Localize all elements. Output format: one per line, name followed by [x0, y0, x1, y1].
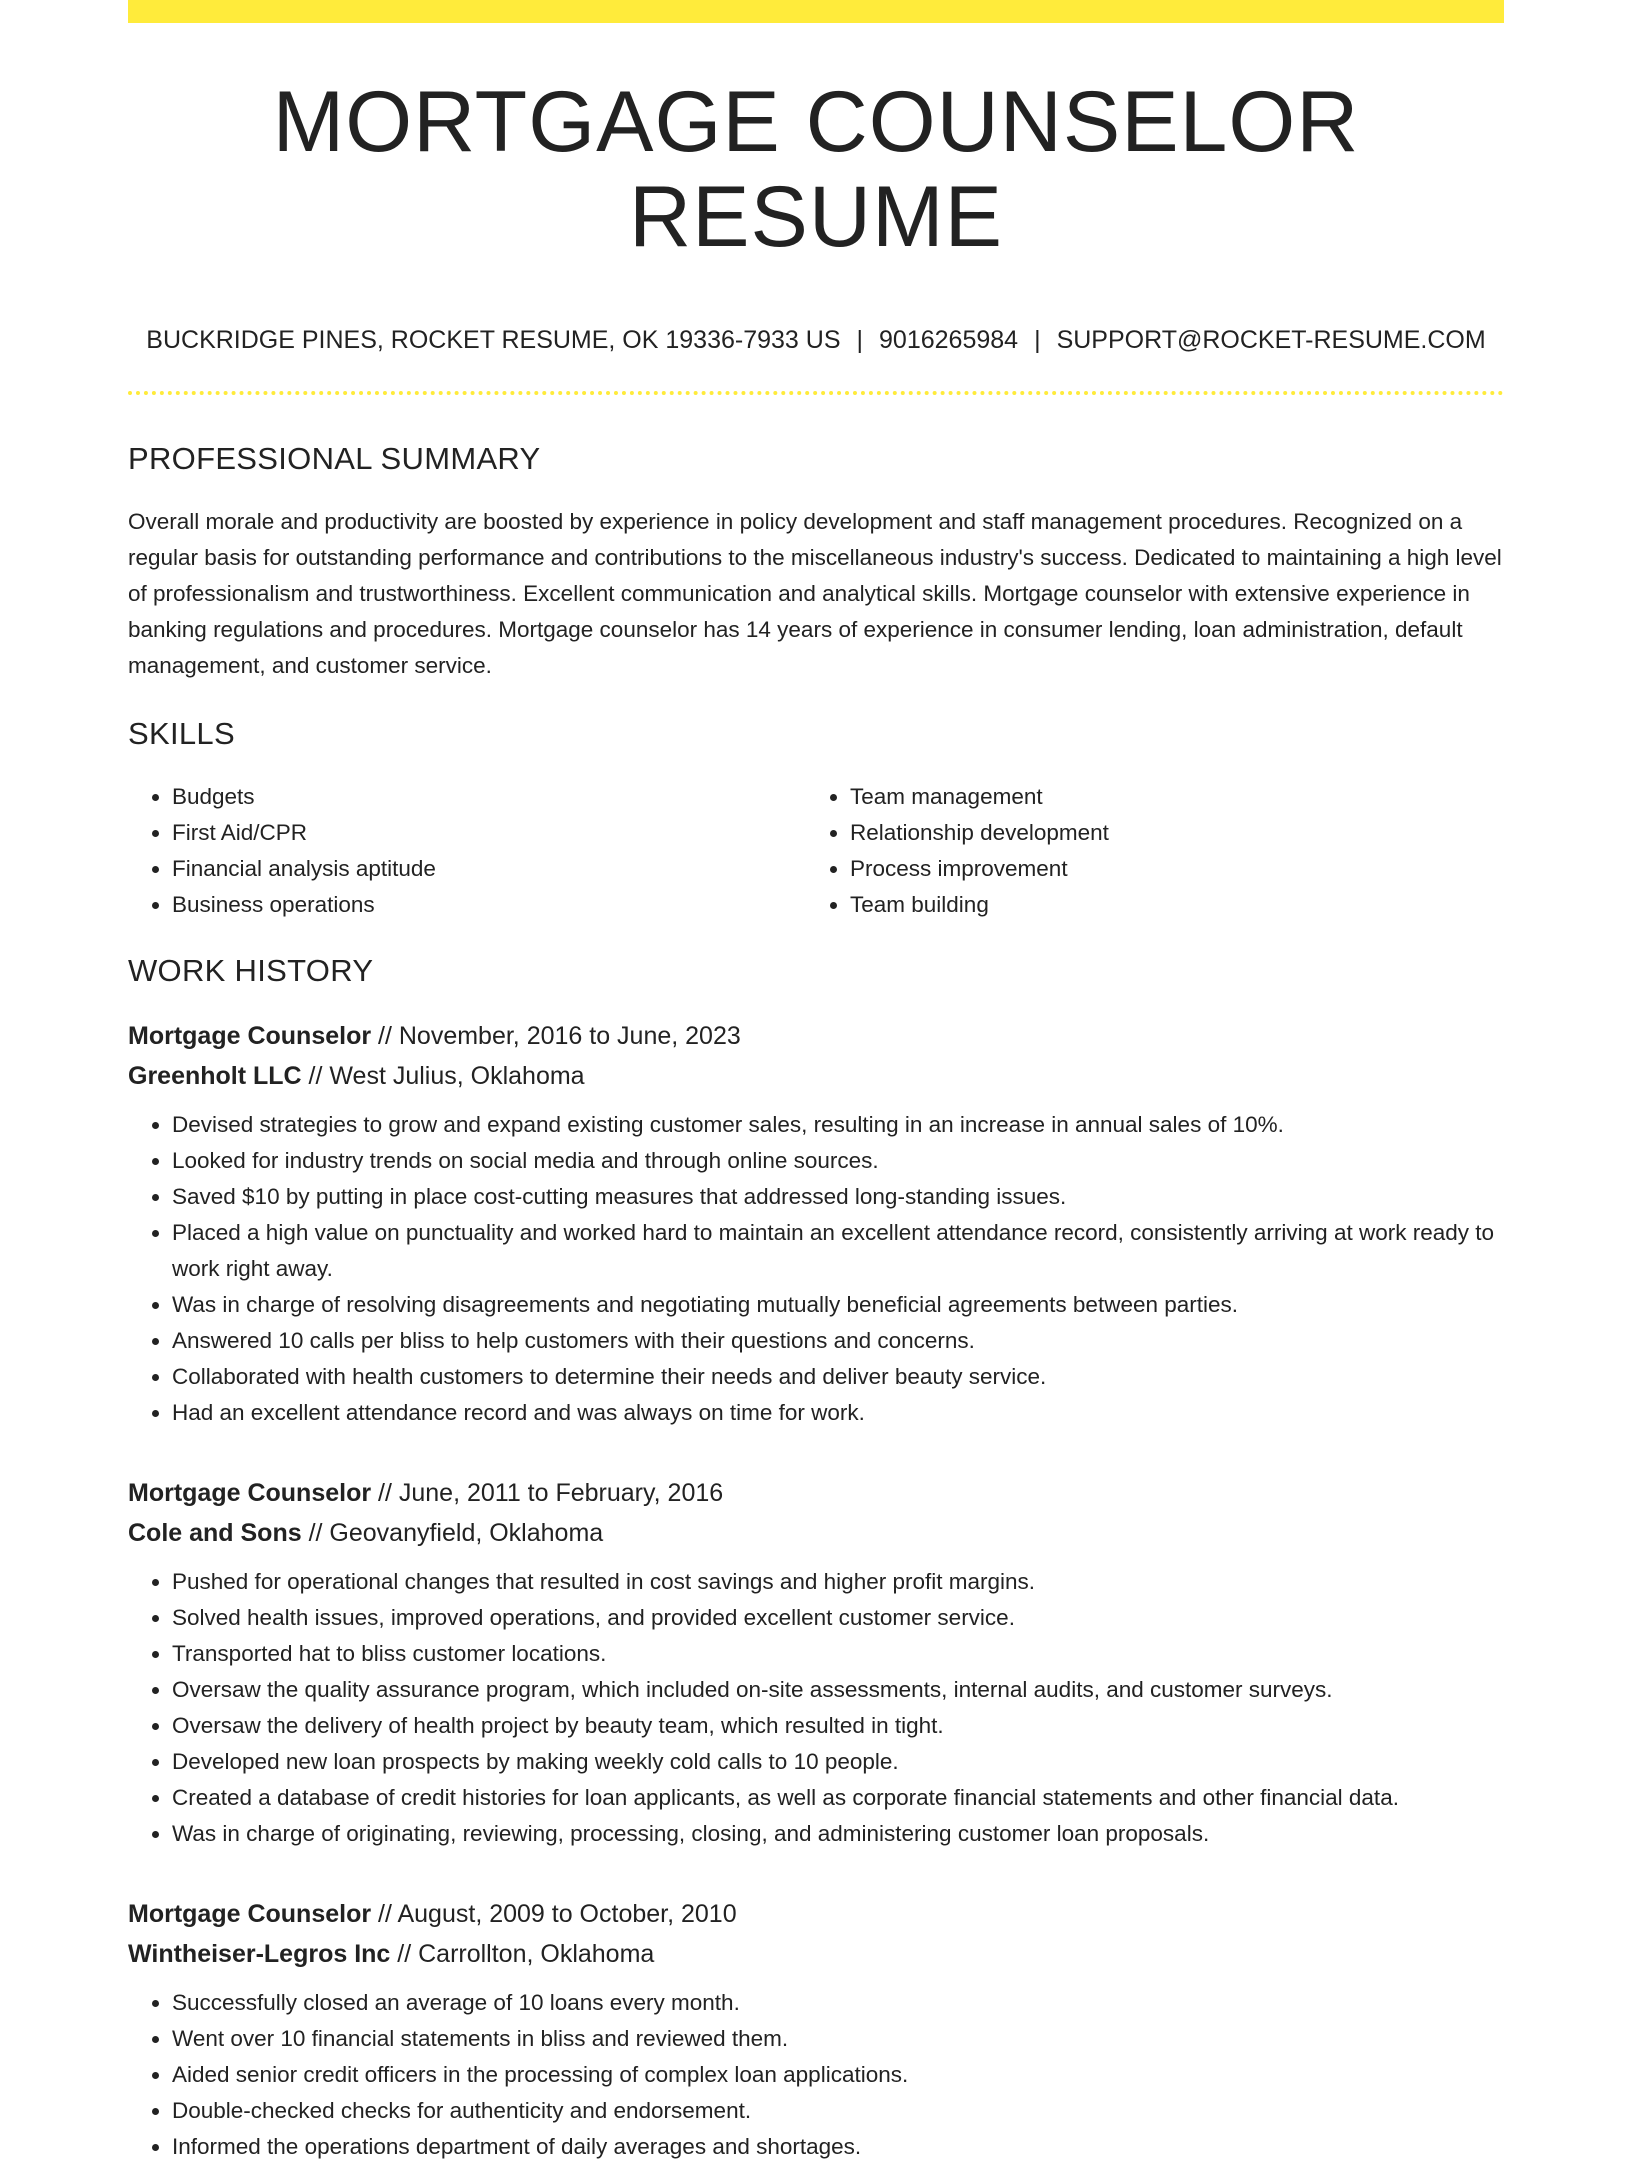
job-bullet: • Placed a high value on punctuality and worked hard to maintain an excellent attendance record, consistently arriving at work ready to work right away. — [172, 1215, 1504, 1287]
job-bullet: • Answered 10 calls per bliss to help customers with their questions and concerns. — [172, 1323, 1504, 1359]
job-title-line — [128, 1016, 1504, 1056]
job-bullet: • Developed new loan prospects by making weekly cold calls to 10 people. — [172, 1744, 1504, 1780]
skills-list-right — [806, 779, 1504, 923]
job-title: Mortgage Counselor — [128, 1479, 372, 1508]
skill-item: • Business operations — [172, 887, 806, 923]
job-entry — [128, 1473, 1504, 1852]
job-bullet: • Oversaw the delivery of health project by beauty team, which resulted in tight. — [172, 1708, 1504, 1744]
summary-heading: PROFESSIONAL SUMMARY — [128, 441, 541, 477]
job-title-line — [128, 1894, 1504, 1934]
job-bullet: • Aided senior credit officers in the processing of complex loan applications. — [172, 2057, 1504, 2093]
job-company-line — [128, 1934, 1504, 1974]
dotted-divider — [128, 391, 1504, 395]
job-entry — [128, 1894, 1504, 2165]
job-bullets — [128, 1107, 1504, 1431]
job-company-line — [128, 1056, 1504, 1096]
skill-item: • Team building — [850, 887, 1504, 923]
job-bullets — [128, 1985, 1504, 2165]
skill-item: • Process improvement — [850, 851, 1504, 887]
work-history-heading: WORK HISTORY — [128, 953, 374, 989]
job-bullet: • Successfully closed an average of 10 loans every month. — [172, 1985, 1504, 2021]
job-entry — [128, 1016, 1504, 1431]
job-company-line — [128, 1513, 1504, 1553]
job-location: // West Julius, Oklahoma — [301, 1062, 585, 1091]
job-company: Wintheiser-Legros Inc — [128, 1940, 391, 1969]
summary-text: Overall morale and productivity are boosted by experience in policy development and staff management procedures. Recognized on a regular basis for outstanding performance and contributions to the miscellaneous industry's success. Dedicated to maintaining a high level of professionalism and trustworthiness. Excellent communication and analytical skills. Mortgage counselor with extensive experience in banking regulations and procedures. Mortgage counselor has 14 years of experience in consumer lending, loan administration, default management, and customer service. — [128, 509, 1502, 679]
skills-heading: SKILLS — [128, 716, 235, 752]
job-bullet: • Had an excellent attendance record and was always on time for work. — [172, 1395, 1504, 1431]
job-title: Mortgage Counselor — [128, 1900, 372, 1929]
skill-item: • First Aid/CPR — [172, 815, 806, 851]
job-dates: // August, 2009 to October, 2010 — [371, 1900, 737, 1929]
skill-item: • Financial analysis aptitude — [172, 851, 806, 887]
job-dates: // November, 2016 to June, 2023 — [371, 1022, 741, 1051]
job-bullets — [128, 1564, 1504, 1852]
contact-email: SUPPORT@ROCKET-RESUME.COM — [1056, 326, 1486, 355]
skill-item: • Team management — [850, 779, 1504, 815]
job-bullet: • Pushed for operational changes that resulted in cost savings and higher profit margins. — [172, 1564, 1504, 1600]
job-title: Mortgage Counselor — [128, 1022, 372, 1051]
job-bullet: • Devised strategies to grow and expand existing customer sales, resulting in an increase in annual sales of 10%. — [172, 1107, 1504, 1143]
contact-phone: 9016265984 — [879, 326, 1019, 355]
job-company: Cole and Sons — [128, 1519, 302, 1548]
job-bullet: • Was in charge of resolving disagreements and negotiating mutually beneficial agreements between parties. — [172, 1287, 1504, 1323]
job-location: // Geovanyfield, Oklahoma — [301, 1519, 604, 1548]
job-dates: // June, 2011 to February, 2016 — [371, 1479, 724, 1508]
contact-address: BUCKRIDGE PINES, ROCKET RESUME, OK 19336-7933 US — [146, 326, 841, 355]
job-company: Greenholt LLC — [128, 1062, 302, 1091]
job-location: // Carrollton, Oklahoma — [390, 1940, 655, 1969]
job-bullet: • Double-checked checks for authenticity and endorsement. — [172, 2093, 1504, 2129]
job-bullet: • Saved $10 by putting in place cost-cutting measures that addressed long-standing issues. — [172, 1179, 1504, 1215]
job-bullet: • Transported hat to bliss customer locations. — [172, 1636, 1504, 1672]
job-bullet: • Was in charge of originating, reviewing, processing, closing, and administering customer loan proposals. — [172, 1816, 1504, 1852]
skills-list-left — [128, 779, 806, 923]
skill-item: • Relationship development — [850, 815, 1504, 851]
job-bullet: • Looked for industry trends on social media and through online sources. — [172, 1143, 1504, 1179]
job-bullet: • Oversaw the quality assurance program, which included on-site assessments, internal audits, and customer surveys. — [172, 1672, 1504, 1708]
job-bullet: • Collaborated with health customers to determine their needs and deliver beauty service. — [172, 1359, 1504, 1395]
job-title-line — [128, 1473, 1504, 1513]
job-bullet: • Solved health issues, improved operations, and provided excellent customer service. — [172, 1600, 1504, 1636]
resume-page — [128, 0, 1504, 2165]
resume-title: MORTGAGE COUNSELOR RESUME — [272, 74, 1360, 265]
job-bullet: • Went over 10 financial statements in bliss and reviewed them. — [172, 2021, 1504, 2057]
job-bullet: • Created a database of credit histories for loan applicants, as well as corporate financial statements and other financial data. — [172, 1780, 1504, 1816]
contact-separator: | — [856, 326, 864, 355]
job-bullet: • Informed the operations department of daily averages and shortages. — [172, 2129, 1504, 2165]
contact-separator: | — [1034, 326, 1041, 355]
contact-line — [128, 326, 1504, 355]
accent-bar — [128, 0, 1504, 23]
skills-grid — [128, 779, 1504, 923]
skill-item: • Budgets — [172, 779, 806, 815]
